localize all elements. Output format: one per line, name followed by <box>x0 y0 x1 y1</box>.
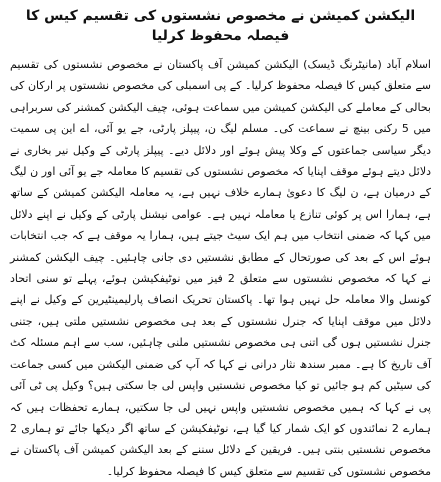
article-body: اسلام آباد (مانیٹرنگ ڈیسک) الیکشن کمیشن آف پاکستان نے مخصوص نشستوں کی تقسیم سے متعلق کیس کا فیصلہ محفوظ کرلیا۔ کے پی اسمبلی کی مخصوص نشستوں پر ارکان کی بحالی کے معاملے کی الیکشن کمیشن میں سماعت ہوئی، چیف الیکشن کمشنر کی سربراہی میں 5 رکنی بینچ نے سماعت کی۔ مسلم لیگ ن، پیپلز پارٹی، جے یو آئی، اے این پی سمیت دیگر سیاسی جماعتوں کے وکلا پیش ہوئے اور دلائل دیے۔ پیپلز پارٹی کے وکیل نیر بخاری نے دلائل دیتے ہوئے موقف اپنایا کہ مخصوص نشستوں کی تقسیم کا معاملہ جے یو آئی اور ن لیگ کے درمیان ہے، ن لیگ کا دعویٰ ہمارے خلاف نہیں ہے، یہ معاملہ الیکشن کمیشن کے ساتھ ہے، ہمارا اس پر کوئی تنازع یا معاملہ نہیں ہے۔ عوامی نیشنل پارٹی کے وکیل نے اپنے دلائل میں کہا کہ ضمنی انتخاب میں ہم ایک سیٹ جیتے ہیں، ہمارا یہ موقف ہے کہ جب انتخابات ہوئے اس کے بعد کی صورتحال کے مطابق نشستیں دی جانی چاہئیں۔ چیف الیکشن کمشنر نے کہا کہ مخصوص نشستوں سے متعلق 2 فیز میں نوٹیفکیشن ہوئے، پہلے تو سنی اتحاد کونسل والا معاملہ حل نہیں ہوا تھا۔ پاکستان تحریک انصاف پارلیمینٹیرین کے وکیل نے اپنے دلائل میں موقف اپنایا کہ جنرل نشستوں کے بعد ہی مخصوص نشستیں ملتی ہیں، جتنی جنرل نشستیں ہوں گی اتنی ہی مخصوص نشستیں ملنی چاہئیں، سب سے اہم مسئلہ کٹ آف تاریخ کا ہے۔ ممبر سندھ نثار درانی نے کہا کہ آپ کی ضمنی الیکشن میں کسی جماعت کی سیٹیں کم ہو جائیں تو کیا مخصوص نشستیں واپس لی جا سکتی ہیں؟ وکیل پی ٹی آئی پی نے کہا کہ ہمیں مخصوص نشستیں واپس نہیں لی جا سکتیں، ہمارے تحفظات ہیں کہ ہمارے 2 نمائندوں کو ایک شمار کیا گیا ہے، نوٹیفکیشن کے ساتھ اگر دیکھا جائے تو ہماری 2 مخصوص نشستیں بنتی ہیں۔ فریقین کے دلائل سننے کے بعد الیکشن کمیشن آف پاکستان نے مخصوص نشستوں کی تقسیم سے متعلق کیس کا فیصلہ محفوظ کرلیا۔ <box>10 58 431 478</box>
headline: الیکشن کمیشن نے مخصوص نشستوں کی تقسیم کیس کا فیصلہ محفوظ کرلیا <box>25 8 416 44</box>
